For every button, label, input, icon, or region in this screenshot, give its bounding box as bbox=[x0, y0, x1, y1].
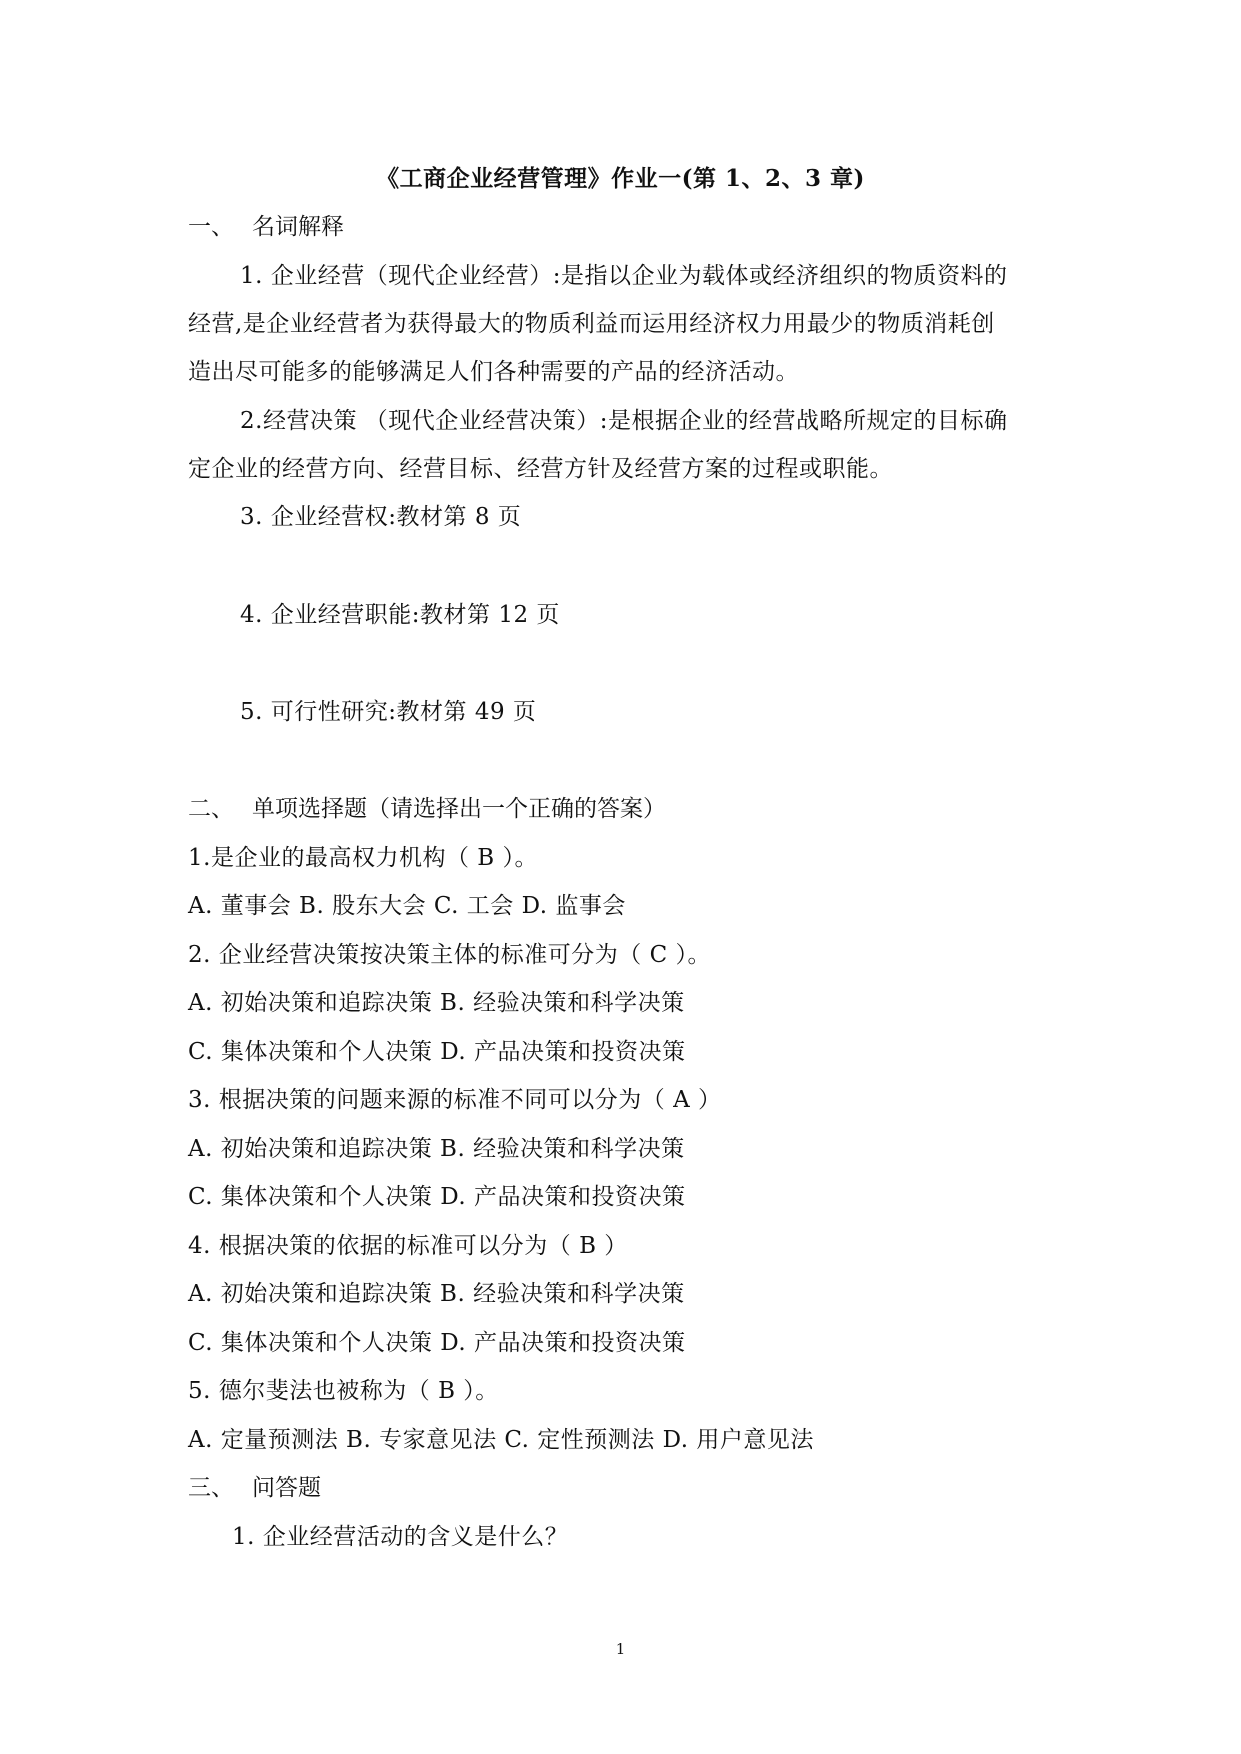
definition-1-line-2: 经营,是企业经营者为获得最大的物质利益而运用经济权力用最少的物质消耗创 bbox=[188, 311, 995, 337]
page-number: 1 bbox=[615, 1640, 626, 1658]
definition-3: 3. 企业经营权:教材第 8 页 bbox=[240, 504, 522, 530]
definition-2-line-1: 2.经营决策 （现代企业经营决策）:是根据企业的经营战略所规定的目标确 bbox=[240, 408, 1008, 434]
options-line: A. 定量预测法 B. 专家意见法 C. 定性预测法 D. 用户意见法 bbox=[188, 1427, 814, 1453]
options-line: C. 集体决策和个人决策 D. 产品决策和投资决策 bbox=[188, 1184, 686, 1210]
section-label: 问答题 bbox=[252, 1475, 321, 1501]
options-line: C. 集体决策和个人决策 D. 产品决策和投资决策 bbox=[188, 1330, 686, 1356]
section-number: 二、 bbox=[188, 796, 234, 822]
section-heading-3 bbox=[188, 1469, 321, 1502]
options-line: A. 初始决策和追踪决策 B. 经验决策和科学决策 bbox=[188, 1281, 685, 1307]
question-line: 1.是企业的最高权力机构（ B ）。 bbox=[188, 845, 538, 871]
question-line: 3. 根据决策的问题来源的标准不同可以分为（ A ） bbox=[188, 1087, 722, 1113]
definition-2-line-2: 定企业的经营方向、经营目标、经营方针及经营方案的过程或职能。 bbox=[188, 456, 893, 482]
document-title: 《工商企业经营管理》作业一(第 1、2、3 章) bbox=[376, 165, 865, 192]
options-line: A. 董事会 B. 股东大会 C. 工会 D. 监事会 bbox=[188, 893, 626, 919]
section-label: 单项选择题（请选择出一个正确的答案） bbox=[252, 796, 666, 822]
section-number: 一、 bbox=[188, 214, 234, 240]
options-line: C. 集体决策和个人决策 D. 产品决策和投资决策 bbox=[188, 1039, 686, 1065]
definition-1-line-3: 造出尽可能多的能够满足人们各种需要的产品的经济活动。 bbox=[188, 359, 799, 385]
definition-1-line-1: 1. 企业经营（现代企业经营）:是指以企业为载体或经济组织的物质资料的 bbox=[240, 263, 1008, 289]
essay-question-1: 1. 企业经营活动的含义是什么？ bbox=[232, 1524, 569, 1550]
section-heading-2 bbox=[188, 790, 666, 823]
section-number: 三、 bbox=[188, 1475, 234, 1501]
question-line: 4. 根据决策的依据的标准可以分为（ B ） bbox=[188, 1233, 628, 1259]
question-line: 2. 企业经营决策按决策主体的标准可分为（ C ）。 bbox=[188, 942, 711, 968]
question-line: 5. 德尔斐法也被称为（ B ）。 bbox=[188, 1378, 499, 1404]
options-line: A. 初始决策和追踪决策 B. 经验决策和科学决策 bbox=[188, 1136, 685, 1162]
options-line: A. 初始决策和追踪决策 B. 经验决策和科学决策 bbox=[188, 990, 685, 1016]
definition-5: 5. 可行性研究:教材第 49 页 bbox=[240, 699, 537, 725]
definition-4: 4. 企业经营职能:教材第 12 页 bbox=[240, 602, 560, 628]
section-heading-1 bbox=[188, 208, 344, 241]
section-label: 名词解释 bbox=[252, 214, 344, 240]
